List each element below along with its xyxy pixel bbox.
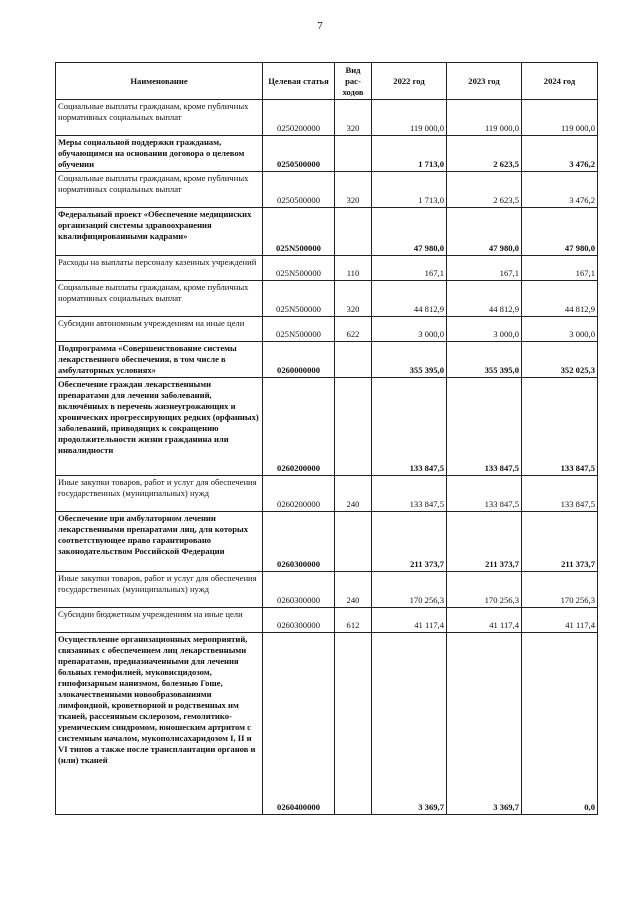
row-2022: 44 812,9: [372, 281, 447, 317]
table-row: [56, 256, 598, 281]
row-2024: 211 373,7: [522, 512, 598, 572]
row-name: Осуществление организационных мероприятий, связанных с обеспечением лиц лекарственными препаратами, предназначенными для лечения больных гемофилией, муковисцидозом, гипофизарным нанизмом, болезнью Гоше, злокачественными новообразованиями лимфоидной, кроветворной и родственных им тканей, рассеянным склерозом, гемолитико-уремическим синдромом, юношеским артритом с системным началом, мукополисахаридозом I, II и VI типов а также после трансплантации органов и (или) тканей: [56, 633, 263, 815]
row-code: 0250200000: [263, 100, 335, 136]
row-vid: 612: [335, 608, 372, 633]
row-2022: 355 395,0: [372, 342, 447, 378]
header-2022: 2022 год: [372, 63, 447, 100]
row-2023: 2 623,5: [447, 172, 522, 208]
row-2023: 355 395,0: [447, 342, 522, 378]
table-row: [56, 172, 598, 208]
row-2024: 133 847,5: [522, 476, 598, 512]
row-2024: 41 117,4: [522, 608, 598, 633]
row-name: Субсидии бюджетным учреждениям на иные цели: [56, 608, 263, 633]
row-code: 025N500000: [263, 256, 335, 281]
row-2023: 2 623,5: [447, 136, 522, 172]
row-2024: 3 476,2: [522, 172, 598, 208]
row-2022: 3 000,0: [372, 317, 447, 342]
row-2023: 119 000,0: [447, 100, 522, 136]
row-name: Обеспечение граждан лекарственными препаратами для лечения заболеваний, включённых в перечень жизнеугрожающих и хронических прогрессирующих редких (орфанных) заболеваний, приводящих к сокращению продолжительности жизни гражданина или инвалидности: [56, 378, 263, 476]
table-row: [56, 512, 598, 572]
row-2022: 1 713,0: [372, 172, 447, 208]
header-row: [56, 63, 598, 100]
row-name: Меры социальной поддержки гражданам, обучающимся на основании договора о целевом обучении: [56, 136, 263, 172]
row-2022: 167,1: [372, 256, 447, 281]
row-2024: 352 025,3: [522, 342, 598, 378]
row-code: 025N500000: [263, 281, 335, 317]
budget-table: [55, 62, 598, 815]
row-name: Иные закупки товаров, работ и услуг для обеспечения государственных (муниципальных) нужд: [56, 572, 263, 608]
row-2024: 0,0: [522, 633, 598, 815]
row-vid: [335, 208, 372, 256]
row-2022: 133 847,5: [372, 476, 447, 512]
table-row: [56, 100, 598, 136]
row-2024: 47 980,0: [522, 208, 598, 256]
row-code: 0260400000: [263, 633, 335, 815]
row-2024: 44 812,9: [522, 281, 598, 317]
row-name: Расходы на выплаты персоналу казенных учреждений: [56, 256, 263, 281]
header-vid: Вид рас-ходов: [335, 63, 372, 100]
row-code: 025N500000: [263, 317, 335, 342]
table-row: [56, 476, 598, 512]
row-code: 025N500000: [263, 208, 335, 256]
row-2024: 170 256,3: [522, 572, 598, 608]
row-vid: 320: [335, 100, 372, 136]
row-2022: 41 117,4: [372, 608, 447, 633]
row-2022: 211 373,7: [372, 512, 447, 572]
row-2023: 41 117,4: [447, 608, 522, 633]
row-code: 0250500000: [263, 136, 335, 172]
row-2023: 170 256,3: [447, 572, 522, 608]
table-row: [56, 378, 598, 476]
row-vid: 240: [335, 572, 372, 608]
row-vid: [335, 378, 372, 476]
row-2022: 133 847,5: [372, 378, 447, 476]
row-name: Субсидии автономным учреждениям на иные цели: [56, 317, 263, 342]
row-code: 0260300000: [263, 572, 335, 608]
header-name: Наименование: [56, 63, 263, 100]
row-2023: 47 980,0: [447, 208, 522, 256]
row-2024: 3 000,0: [522, 317, 598, 342]
row-vid: [335, 136, 372, 172]
header-2023: 2023 год: [447, 63, 522, 100]
table-row: [56, 608, 598, 633]
row-name: Обеспечение при амбулаторном лечении лекарственными препаратами лиц, для которых соответствующее право гарантировано законодательством Российской Федерации: [56, 512, 263, 572]
table-row: [56, 342, 598, 378]
table-row: [56, 136, 598, 172]
row-2023: 133 847,5: [447, 476, 522, 512]
row-code: 0260200000: [263, 378, 335, 476]
header-2024: 2024 год: [522, 63, 598, 100]
row-name: Федеральный проект «Обеспечение медицинских организаций системы здравоохранения квалифицированными кадрами»: [56, 208, 263, 256]
row-2022: 1 713,0: [372, 136, 447, 172]
row-code: 0260000000: [263, 342, 335, 378]
row-vid: [335, 633, 372, 815]
row-vid: 240: [335, 476, 372, 512]
row-code: 0250500000: [263, 172, 335, 208]
row-2022: 47 980,0: [372, 208, 447, 256]
table-row: [56, 317, 598, 342]
row-name: Иные закупки товаров, работ и услуг для обеспечения государственных (муниципальных) нужд: [56, 476, 263, 512]
row-vid: 622: [335, 317, 372, 342]
row-2024: 167,1: [522, 256, 598, 281]
row-name: Социальные выплаты гражданам, кроме публичных нормативных социальных выплат: [56, 172, 263, 208]
row-2024: 3 476,2: [522, 136, 598, 172]
row-vid: [335, 512, 372, 572]
row-name: Подпрограмма «Совершенствование системы лекарственного обеспечения, в том числе в амбулаторных условиях»: [56, 342, 263, 378]
row-code: 0260300000: [263, 512, 335, 572]
row-name: Социальные выплаты гражданам, кроме публичных нормативных социальных выплат: [56, 100, 263, 136]
row-2022: 3 369,7: [372, 633, 447, 815]
row-2022: 170 256,3: [372, 572, 447, 608]
table-row: [56, 281, 598, 317]
row-code: 0260300000: [263, 608, 335, 633]
page-number: 7: [317, 20, 323, 32]
row-vid: 320: [335, 281, 372, 317]
row-name: Социальные выплаты гражданам, кроме публичных нормативных социальных выплат: [56, 281, 263, 317]
table-row: [56, 633, 598, 815]
row-2022: 119 000,0: [372, 100, 447, 136]
row-2023: 3 369,7: [447, 633, 522, 815]
header-code: Целевая статья: [263, 63, 335, 100]
row-2024: 133 847,5: [522, 378, 598, 476]
table-row: [56, 572, 598, 608]
row-vid: 110: [335, 256, 372, 281]
row-2023: 3 000,0: [447, 317, 522, 342]
row-vid: 320: [335, 172, 372, 208]
row-2024: 119 000,0: [522, 100, 598, 136]
row-vid: [335, 342, 372, 378]
row-2023: 167,1: [447, 256, 522, 281]
row-code: 0260200000: [263, 476, 335, 512]
row-2023: 211 373,7: [447, 512, 522, 572]
row-2023: 133 847,5: [447, 378, 522, 476]
row-2023: 44 812,9: [447, 281, 522, 317]
table-row: [56, 208, 598, 256]
